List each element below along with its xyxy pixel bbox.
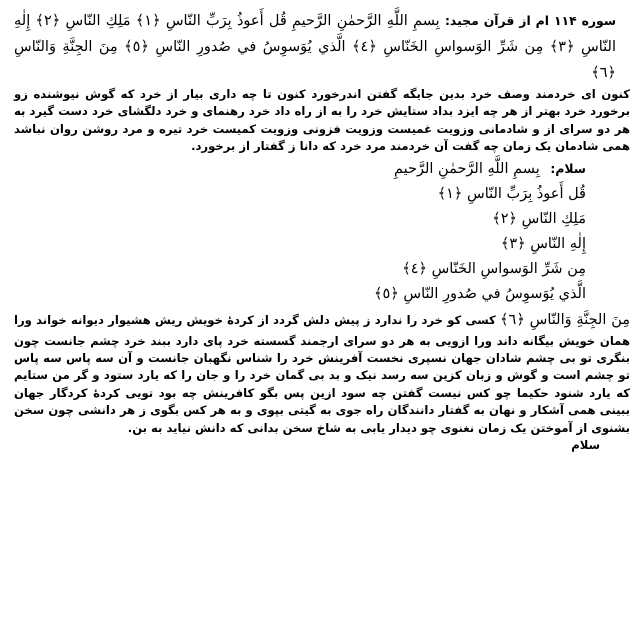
intro-paragraph (14, 8, 630, 86)
verse-line: الَّذي يُوَسوِسُ في صُدورِ النّاسِ ﴿٥﴾ (374, 285, 586, 302)
poem-paragraph-2 (14, 307, 630, 437)
salam-label: سلام: (550, 160, 586, 176)
verse-line: مَلِكِ النّاسِ ﴿٢﴾ (492, 210, 586, 227)
verse-line: إِلٰهِ النّاسِ ﴿٣﴾ (500, 235, 586, 252)
surah-heading: سوره ۱۱۴ ام از قرآن مجید: (444, 13, 617, 28)
closing-salam: سلام (571, 438, 600, 453)
basmala-line (14, 156, 630, 182)
basmala-text: بِسمِ اللَّهِ الرَّحمٰنِ الرَّحيمِ (394, 160, 540, 177)
verse-line: مِنَ الجِنَّةِ وَالنّاسِ ﴿٦﴾ (500, 311, 630, 328)
poem-paragraph-2-text: کسی کو خرد را ندارد ز پیش دلش گردد از کردهٔ خویش ریش هشیوار دیوانه خواند ورا همان خویش بیگانه داند ورا ازویی به هر دو سرای ارجمند گسسته خرد پای دارد ببند خرد چشم جانست چون بنگری تو بی چشم شادان جهان نسپری نخست آفرینش خرد را شناس نگهبان جانست و آن سه پاس سه پاس تو چشم است و گوش و زبان کزین سه رسد نیک و بد بی گمان خرد را و جان را که یارد ستود و گر من ستایم که یارد شنود حکیما چو کس نیست گفتن چه سود ازین پس بگو کافرینش چه بود تویی کردهٔ کردگار جهان ببینی همی آشکار و نهان به گفتار دانندگان راه جوی به گیتی بپوی و به هر کس بگوی ز هر دانشی چون سخن بشنوی از آموختن یک زمان نغنوی چو دیدار یابی به شاخ سخن بدانی که دانش نیاید به بن. (14, 312, 630, 435)
verses-block (14, 156, 630, 307)
quran-intro-text: بِسمِ اللَّهِ الرَّحمٰنِ الرَّحيمِ قُل أَعوذُ بِرَبِّ النّاسِ ﴿١﴾ مَلِكِ النّاسِ ﴿٢﴾ إِلٰهِ النّاسِ ﴿٣﴾ مِن شَرِّ الوَسواسِ الخَنّاسِ ﴿٤﴾ الَّذي يُوَسوِسُ في صُدورِ النّاسِ ﴿٥﴾ مِنَ الجِنَّةِ وَالنّاسِ ﴿٦﴾ (14, 13, 616, 81)
poem-paragraph-1: کنون ای خردمند وصف خرد بدین جایگه گفتن اندرخورد کنون تا چه داری بیار از خرد که گوش نیوشنده زو برخورد خرد بهتر از هر چه ایزد بداد ستایش خرد را به از راه داد خرد رهنمای و خرد دلگشای خرد دست گیرد به هر دو سرای از و شادمانی وزویت غمیست وزویت فزونی وزویت کمیست خرد تیره و مرد روشن روان نباشد همی شادمان یک زمان چه گفت آن خردمند مرد خرد که دانا ز گفتار از برخورد. (14, 87, 630, 154)
verse-line: مِن شَرِّ الوَسواسِ الخَنّاسِ ﴿٤﴾ (402, 260, 586, 277)
verse-line: قُل أَعوذُ بِرَبِّ النّاسِ ﴿١﴾ (437, 185, 586, 202)
